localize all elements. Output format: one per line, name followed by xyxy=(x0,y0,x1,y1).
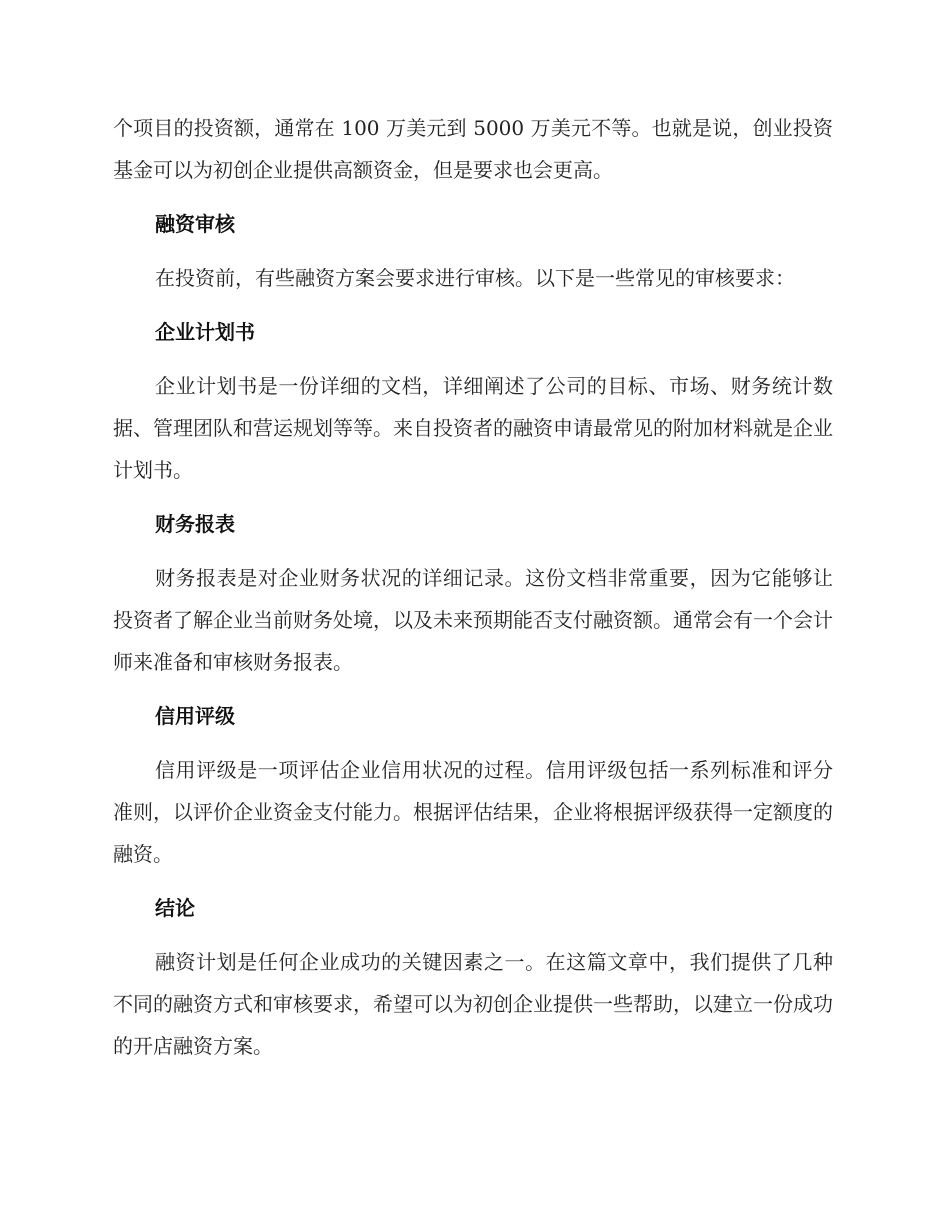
paragraph-review-intro: 在投资前，有些融资方案会要求进行审核。以下是一些常见的审核要求： xyxy=(155,266,795,290)
section-heading-credit-rating: 信用评级 xyxy=(155,704,235,728)
document-body xyxy=(113,107,833,1079)
paragraph-financial-statements: 财务报表是对企业财务状况的详细记录。这份文档非常重要，因为它能够让投资者了解企业当前财务处境，以及未来预期能否支付融资额。通常会有一个会计师来准备和审核财务报表。 xyxy=(113,566,833,674)
section-heading-conclusion: 结论 xyxy=(155,896,195,920)
paragraph-business-plan: 企业计划书是一份详细的文档，详细阐述了公司的目标、市场、财务统计数据、管理团队和营运规划等等。来自投资者的融资申请最常见的附加材料就是企业计划书。 xyxy=(113,374,833,482)
section-heading-business-plan: 企业计划书 xyxy=(155,320,255,344)
paragraph-credit-rating: 信用评级是一项评估企业信用状况的过程。信用评级包括一系列标准和评分准则，以评价企业资金支付能力。根据评估结果，企业将根据评级获得一定额度的融资。 xyxy=(113,758,833,866)
section-heading-financing-review: 融资审核 xyxy=(155,212,235,236)
section-heading-financial-statements: 财务报表 xyxy=(155,512,235,536)
paragraph-continued: 个项目的投资额，通常在 100 万美元到 5000 万美元不等。也就是说，创业投资基金可以为初创企业提供高额资金，但是要求也会更高。 xyxy=(113,116,833,182)
paragraph-conclusion: 融资计划是任何企业成功的关键因素之一。在这篇文章中，我们提供了几种不同的融资方式和审核要求，希望可以为初创企业提供一些帮助，以建立一份成功的开店融资方案。 xyxy=(113,950,833,1058)
